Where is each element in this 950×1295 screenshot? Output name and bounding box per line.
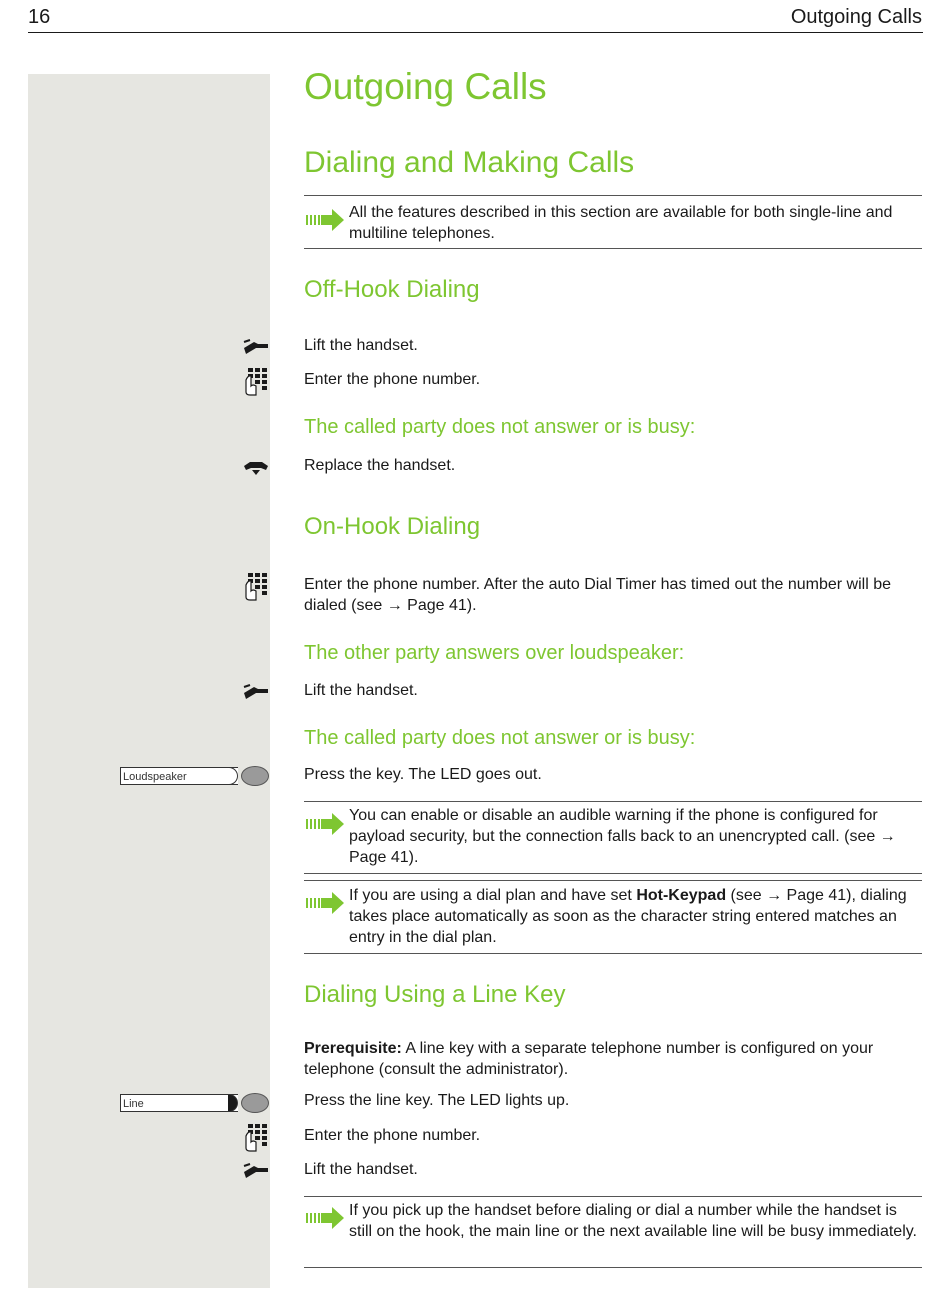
led-icon (241, 1093, 269, 1113)
page-title: Outgoing Calls (304, 66, 547, 107)
note-rule (304, 953, 922, 954)
step-enter-number-line: Enter the phone number. (304, 1127, 481, 1144)
prerequisite-label: Prerequisite: (304, 1040, 402, 1057)
keypad-icon (242, 571, 270, 601)
note-text-post: (see → Page 41), dialing takes place automatically as soon as the character string entered matches an entry in the dial plan. (349, 887, 907, 946)
led-icon (241, 766, 269, 786)
note-dialing (304, 201, 922, 245)
section-heading-line-key: Dialing Using a Line Key (304, 981, 566, 1008)
note-arrow-icon (304, 890, 346, 916)
sub-heading-no-answer-onhook: The called party does not answer or is busy: (304, 727, 696, 749)
note-text: You can enable or disable an audible warning if the phone is configured for payload security, but the connection falls back to an unencrypted call. (see → Page 41). (349, 807, 896, 866)
note-arrow-icon (304, 811, 346, 837)
note-text-pre: If you are using a dial plan and have set (349, 887, 637, 904)
sub-heading-no-answer: The called party does not answer or is busy: (304, 416, 696, 438)
header-rule (28, 32, 923, 33)
handset-replace-icon (242, 458, 270, 478)
page-number: 16 (28, 6, 51, 28)
note-text (349, 885, 922, 948)
step-lift-handset-line: Lift the handset. (304, 1161, 418, 1178)
handset-lift-icon (242, 683, 270, 703)
step-lift-handset: Lift the handset. (304, 337, 418, 354)
step-replace-handset: Replace the handset. (304, 457, 456, 474)
note-arrow-icon (304, 207, 346, 233)
step-lift-handset-onhook: Lift the handset. (304, 682, 418, 699)
sub-heading-loudspeaker: The other party answers over loudspeaker: (304, 642, 685, 664)
note-line-busy (304, 1199, 922, 1265)
section-heading-onhook: On-Hook Dialing (304, 513, 481, 540)
keypad-icon (242, 1122, 270, 1152)
note-rule (304, 248, 922, 249)
line-key[interactable]: Line (120, 1094, 238, 1112)
note-payload-security (304, 804, 922, 870)
prerequisite-text: A line key with a separate telephone number is configured on your telephone (consult the administrator). (304, 1040, 874, 1078)
note-rule (304, 801, 922, 802)
note-text: All the features described in this section are available for both single-line and multiline telephones. (349, 204, 893, 242)
loudspeaker-key[interactable]: Loudspeaker (120, 767, 238, 785)
section-heading-offhook: Off-Hook Dialing (304, 276, 480, 303)
note-rule (304, 195, 922, 196)
note-hot-keypad (304, 884, 922, 950)
step-press-key: Press the key. The LED goes out. (304, 766, 542, 783)
handset-lift-icon (242, 1162, 270, 1182)
handset-lift-icon (242, 338, 270, 358)
step-enter-number-onhook: Enter the phone number. After the auto Dial Timer has timed out the number will be dialed (see → Page 41). (304, 576, 891, 614)
hot-keypad-term: Hot-Keypad (636, 887, 727, 904)
note-rule (304, 880, 922, 881)
note-rule (304, 1267, 922, 1268)
keypad-icon (242, 366, 270, 396)
note-arrow-icon (304, 1205, 346, 1231)
prerequisite (304, 1038, 922, 1080)
note-text: If you pick up the handset before dialing or dial a number while the handset is still on the hook, the main line or the next available line will be busy immediately. (349, 1202, 917, 1240)
note-rule (304, 1196, 922, 1197)
section-heading-dialing: Dialing and Making Calls (304, 146, 635, 179)
running-header: Outgoing Calls (790, 6, 922, 28)
step-enter-number: Enter the phone number. (304, 371, 481, 388)
note-rule (304, 873, 922, 874)
step-press-line-key: Press the line key. The LED lights up. (304, 1092, 570, 1109)
